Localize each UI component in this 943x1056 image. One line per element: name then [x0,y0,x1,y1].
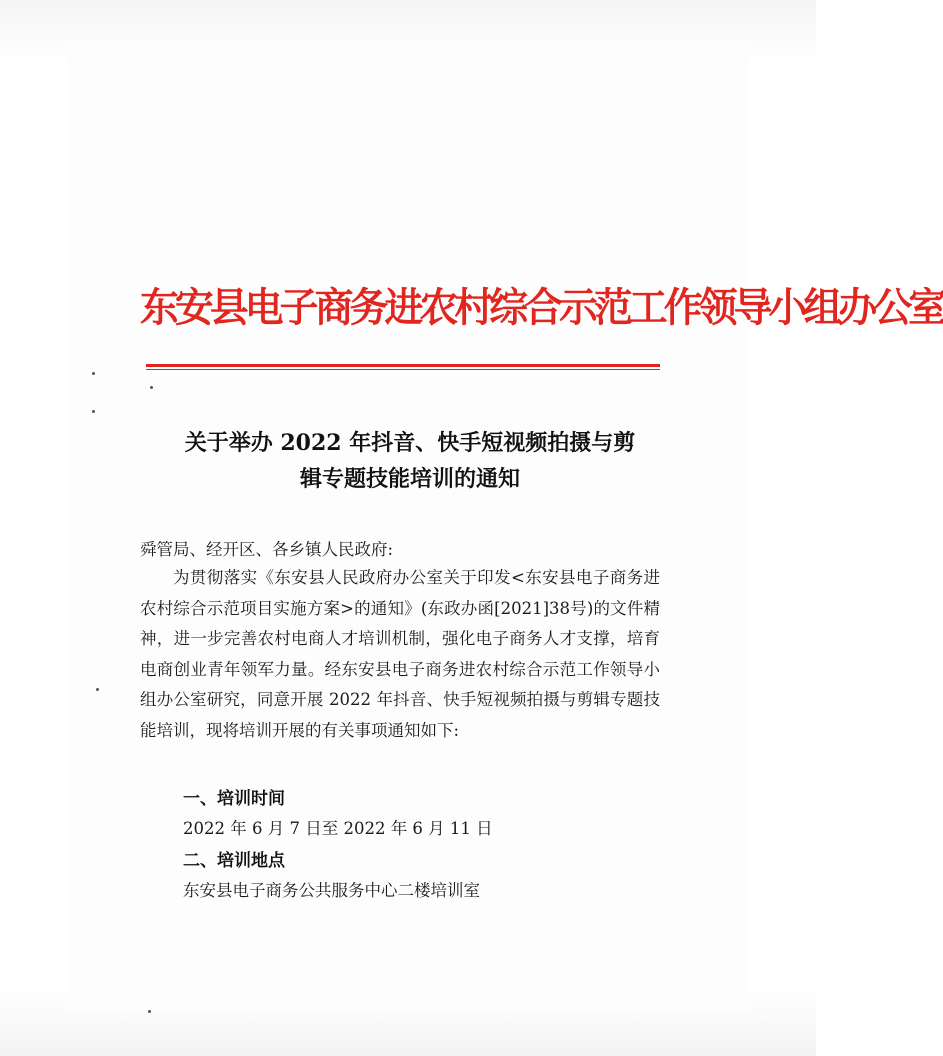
scan-speck [96,688,99,691]
letterhead-org-name: 东安县电子商务进农村综合示范工作领导小组办公室 [140,284,943,331]
section-heading-training-location: 二、培训地点 [183,851,285,871]
section-heading-training-time: 一、培训时间 [183,789,285,809]
document-page [68,42,943,1012]
scan-speck [92,372,95,375]
body-paragraph: 为贯彻落实《东安县人民政府办公室关于印发<东安县电子商务进农村综合示范项目实施方案>的通知》(东政办函[2021]38号)的文件精神，进一步完善农村电商人才培训机制，强化电子商务人才支撑，培育电商创业青年领军力量。经东安县电子商务进农村综合示范工作领导小组办公室研究，同意开展 2022 年抖音、快手短视频拍摄与剪辑专题技能培训，现将培训开展的有关事项通知如下: [140,568,660,740]
scan-speck [92,410,95,413]
document-title [140,425,680,497]
letterhead-red-rule-thin [146,369,660,370]
training-time-text: 2022 年 6 月 7 日至 2022 年 6 月 11 日 [183,819,493,838]
scan-speck [150,386,153,389]
document-title-line-1: 关于举办 2022 年抖音、快手短视频拍摄与剪 [184,430,636,456]
scan-speck [148,1010,151,1013]
letterhead-red-rule [146,364,660,367]
training-location-text: 东安县电子商务公共服务中心二楼培训室 [183,881,480,900]
salutation: 舜管局、经开区、各乡镇人民政府: [140,540,394,559]
document-title-line-2: 辑专题技能培训的通知 [299,466,520,492]
